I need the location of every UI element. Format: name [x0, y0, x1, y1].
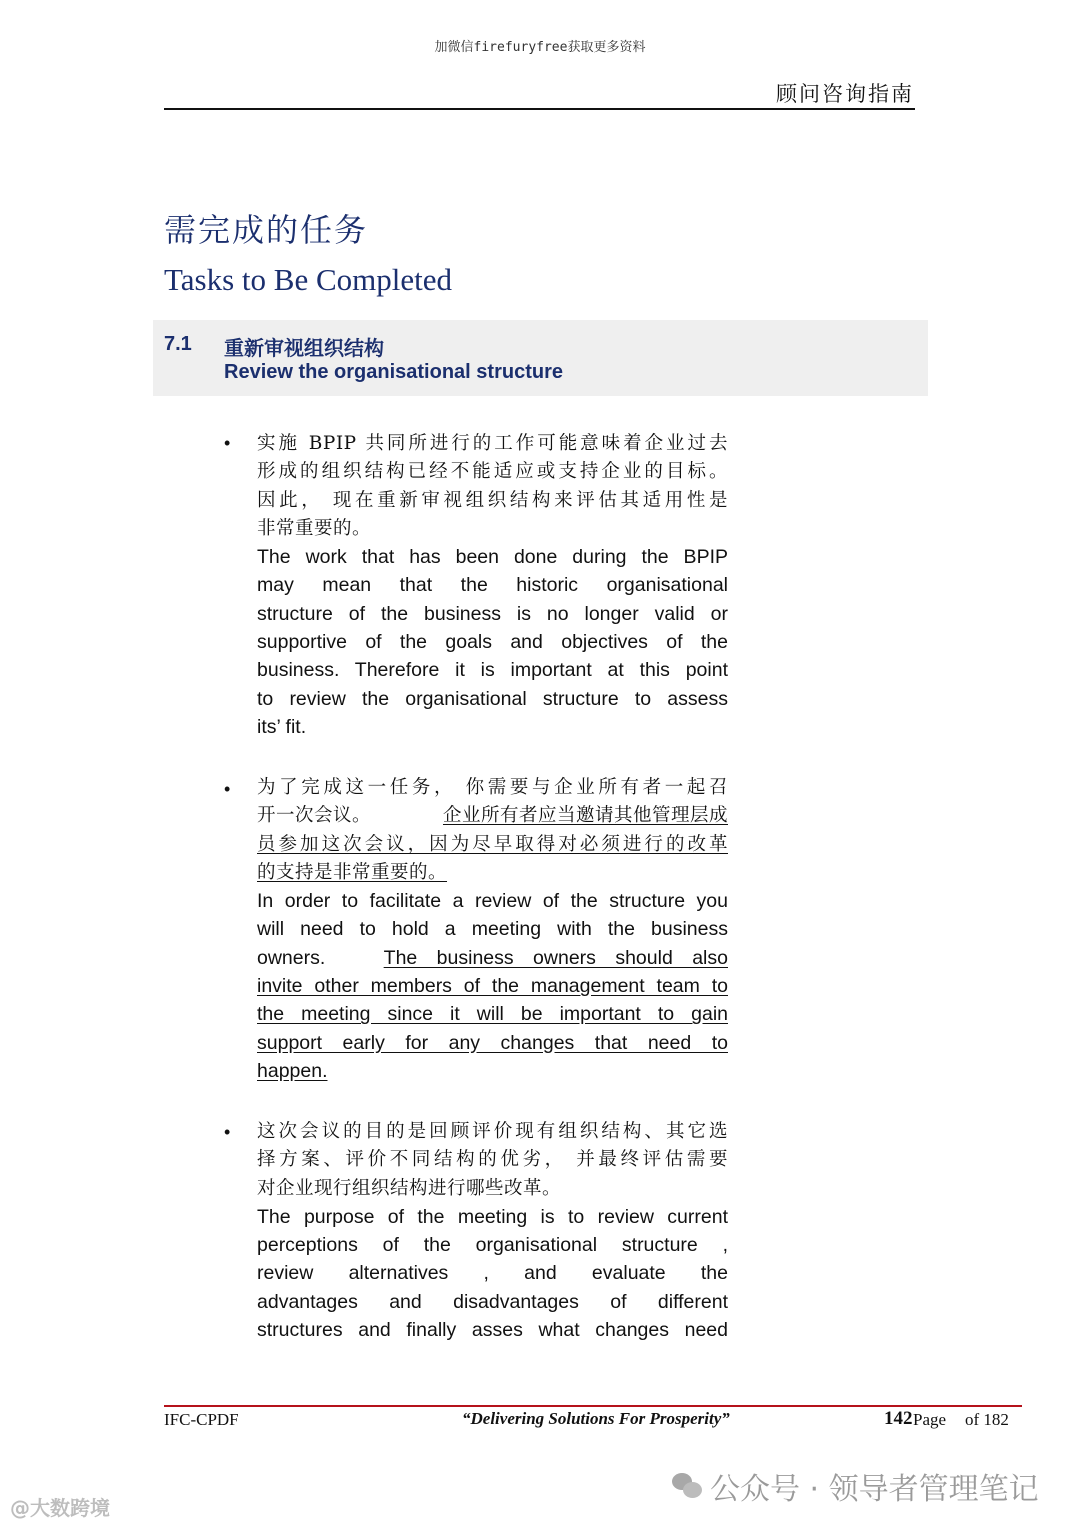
section-title-zh: 重新审视组织结构	[224, 336, 384, 360]
underlined-text: 的支持是非常重要的。	[257, 861, 448, 883]
bullet-paragraph-2	[257, 774, 728, 1085]
wechat-brand-text: 公众号 · 领导者管理笔记	[710, 1472, 1039, 1507]
text-segment: 开一次会议。	[257, 805, 372, 827]
bullet-marker: •	[224, 779, 231, 799]
text-line: In order to facilitate a review of the structure you	[257, 890, 728, 913]
text-line: The work that has been done during the BPIP	[257, 546, 728, 569]
page-label: Page	[913, 1410, 947, 1429]
section-title-en: Review the organisational structure	[224, 361, 563, 383]
text-line	[257, 944, 728, 972]
wechat-icon	[672, 1473, 702, 1499]
text-line: structure of the business is no longer valid or	[257, 602, 728, 625]
text-line: its’ fit.	[257, 715, 307, 738]
section-number: 7.1	[164, 333, 192, 355]
bullet-paragraph-1	[257, 430, 728, 741]
text-line: to review the organisational structure to assess	[257, 687, 728, 710]
header-rule	[164, 108, 915, 110]
text-line: 对企业现行组织结构进行哪些改革。	[257, 1177, 562, 1199]
footer-slogan: “Delivering Solutions For Prosperity”	[462, 1409, 730, 1428]
text-line: may mean that the historic organisational	[257, 574, 728, 597]
text-line: 非常重要的。	[257, 517, 372, 539]
underlined-text: happen.	[257, 1059, 328, 1082]
text-line: perceptions of the organisational structure ,	[257, 1234, 728, 1257]
text-line: advantages and disadvantages of different	[257, 1290, 728, 1313]
text-line	[257, 859, 728, 887]
underlined-text: The business owners should also	[383, 946, 728, 969]
footer-organization: IFC-CPDF	[164, 1410, 239, 1429]
wechat-brand-watermark	[672, 1464, 1039, 1508]
bullet-marker: •	[224, 1122, 231, 1142]
text-line	[257, 802, 728, 830]
page-title-zh: 需完成的任务	[164, 211, 369, 249]
text-line: 实施 BPIP 共同所进行的工作可能意味着企业过去	[257, 433, 728, 454]
footer-rule	[164, 1405, 1022, 1407]
corner-watermark: @大数跨境	[10, 1496, 110, 1520]
text-line: 这次会议的目的是回顾评价现有组织结构、其它选	[257, 1121, 728, 1142]
text-line	[257, 1057, 728, 1085]
underlined-text: 企业所有者应当邀请其他管理层成	[442, 805, 728, 827]
page-title-en: Tasks to Be Completed	[164, 262, 452, 297]
page-number: 142	[884, 1408, 913, 1429]
text-line: The purpose of the meeting is to review current	[257, 1205, 728, 1228]
text-line: review alternatives , and evaluate the	[257, 1262, 728, 1285]
bullet-marker: •	[224, 433, 231, 453]
underlined-text-line: invite other members of the management team to	[257, 975, 728, 998]
underlined-text-line: support early for any changes that need to	[257, 1031, 728, 1054]
bullet-paragraph-3	[257, 1118, 728, 1344]
text-line: 择方案、评价不同结构的优劣， 并最终评估需要	[257, 1149, 728, 1171]
text-line: structures and finally asses what changes need	[257, 1319, 728, 1342]
text-line: 因此， 现在重新审视组织结构来评估其适用性是	[257, 489, 728, 511]
text-line: supportive of the goals and objectives of the	[257, 631, 728, 654]
text-line: 形成的组织结构已经不能适应或支持企业的目标。	[257, 461, 728, 483]
top-watermark: 加微信firefuryfree获取更多资料	[434, 40, 646, 55]
underlined-text-line: the meeting since it will be important to gain	[257, 1003, 728, 1026]
text-line: will need to hold a meeting with the business	[257, 918, 728, 941]
text-segment: owners.	[257, 946, 326, 969]
page-total: of 182	[965, 1410, 1009, 1429]
text-line: business. Therefore it is important at this point	[257, 659, 728, 682]
running-header: 顾问咨询指南	[776, 82, 914, 106]
underlined-text-line: 员参加这次会议，因为尽早取得对必须进行的改革	[257, 833, 728, 855]
text-line: 为了完成这一任务， 你需要与企业所有者一起召	[257, 777, 728, 798]
